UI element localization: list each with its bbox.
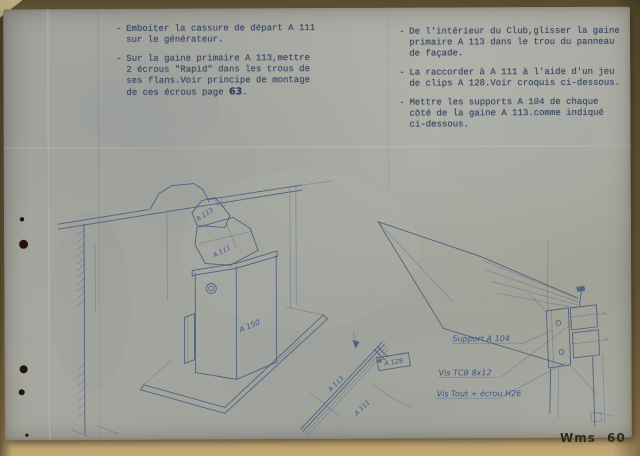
elbow-label: A 111 [211,243,233,260]
instructions-left-column [116,23,346,99]
bullet-dash: - [399,97,405,108]
instruction-item [116,53,346,99]
paper-sheet [3,7,632,441]
duct-label: A 113 [194,206,215,224]
instruction-text: La raccorder à A 111 à l'aide d'un jeu de clips A 128.Voir croquis ci-dessous. [409,66,621,89]
bullet-dash: - [399,67,405,78]
instruction-item [399,97,631,131]
instruction-item [399,26,631,60]
page-number-ref: 63 [229,86,243,98]
bullet-dash: - [116,23,122,34]
elbow-label: A 111 [352,398,372,418]
clips-label-text: A 128 [383,356,404,368]
duct-label: A 113 [326,374,346,394]
instruction-text [126,53,310,99]
instruction-text-part: Sur la gaine primaire A 113,mettre 2 écrous "Rapid" dans les trous de ses flans.Voir principe de montage de ces écrous page [126,53,311,98]
instruction-text: De l'intérieur du Club,glisser la gaine primaire A 113 dans le trou du panneau de façade. [409,25,620,59]
screw-nut-label: Vis Tout + écrou H26 [436,389,522,399]
instruction-item [399,67,631,90]
instruction-text: Emboiter la cassure de départ A 111 sur le générateur. [126,23,316,45]
bullet-dash: - [116,53,122,64]
page-stamp: Wms 60 [560,431,626,445]
screw-head [576,286,585,292]
screw-tcb-label: Vis TCB 8x12 [438,368,492,378]
instruction-text-part: . [242,87,248,98]
support-label: Support A 104 [452,334,510,344]
generator-label: A 150 [237,317,262,335]
instruction-text: Mettre les supports A 104 de chaque côté de la gaine A 113.comme indiqué ci-dessous. [409,96,604,130]
instruction-item [116,23,346,46]
instructions-right-column [399,26,631,131]
bullet-dash: - [399,26,405,37]
